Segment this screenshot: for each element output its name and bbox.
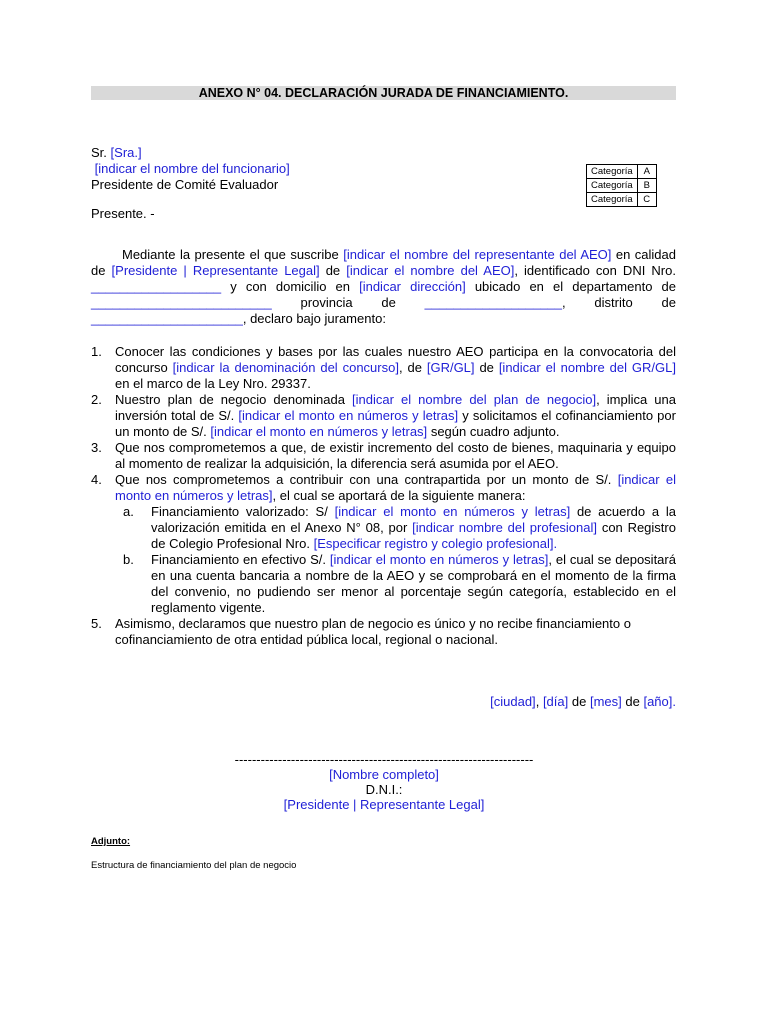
day-placeholder: [día] bbox=[542, 694, 569, 709]
intro-paragraph: Mediante la presente el que suscribe [indicar el nombre del representante del AEO] en calidad de [Presidente | Representante Legal] de [indicar el nombre del AEO], identificado con DNI Nro. __________________ y con domicilio en [indicar dirección] ubicado en el departamento de _________________________ provincia de ___________________, distrito de _____________________, declaro bajo juramento: bbox=[91, 247, 676, 326]
city-placeholder: [ciudad] bbox=[490, 694, 536, 709]
declaration-list bbox=[91, 344, 676, 648]
category-table bbox=[586, 164, 657, 207]
salutation-sr: Sr. bbox=[91, 145, 107, 160]
month-placeholder: [mes] bbox=[589, 694, 622, 709]
aeo-name-placeholder: [indicar el nombre del AEO] bbox=[346, 263, 515, 278]
addressee-block bbox=[91, 145, 290, 193]
list-subitem: a. Financiamiento valorizado: S/ [indicar el monto en números y letras] de acuerdo a la valorización emitida en el Anexo N° 08, por [indicar nombre del profesional] con Registro de Colegio Profesional Nro. [Especificar registro y colegio profesional]. bbox=[123, 504, 676, 551]
category-row bbox=[587, 193, 657, 207]
gr-gl-name-placeholder: [indicar el nombre del GR/GL] bbox=[498, 360, 676, 375]
year-placeholder: [año]. bbox=[643, 694, 676, 709]
amount-placeholder: [indicar el monto en números y letras] bbox=[334, 504, 571, 519]
business-plan-placeholder: [indicar el nombre del plan de negocio] bbox=[352, 392, 597, 407]
signer-role-placeholder: [Presidente | Representante Legal] bbox=[283, 797, 485, 812]
role-placeholder: [Presidente | Representante Legal] bbox=[111, 263, 320, 278]
amount-placeholder: [indicar el monto en números y letras] bbox=[329, 552, 549, 567]
department-blank: _________________________ bbox=[91, 295, 272, 310]
addressee-role: Presidente de Comité Evaluador bbox=[91, 177, 279, 192]
category-row bbox=[587, 165, 657, 179]
list-subitem: b. Financiamiento en efectivo S/. [indicar el monto en números y letras], el cual se depositará en una cuenta bancaria a nombre de la AEO y se comprobará en el momento de la firma del convenio, no pudiendo ser menor al porcentaje según categoría, establecido en el reglamento vigente. bbox=[123, 552, 676, 615]
category-value: C bbox=[637, 193, 656, 207]
list-item: 4. Que nos comprometemos a contribuir con una contrapartida por un monto de S/. [indicar el monto en números y letras], el cual se aportará de la siguiente manera: bbox=[91, 472, 676, 503]
registry-placeholder: [Especificar registro y colegio profesional]. bbox=[313, 536, 558, 551]
amount-placeholder: [indicar el monto en números y letras] bbox=[115, 472, 676, 503]
category-value: A bbox=[637, 165, 656, 179]
list-item: 2. Nuestro plan de negocio denominada [indicar el nombre del plan de negocio], implica una inversión total de S/. [indicar el monto en números y letras] y solicitamos el cofinanciamiento por un monto de S/. [indicar el monto en números y letras] según cuadro adjunto. bbox=[91, 392, 676, 439]
province-blank: ___________________ bbox=[424, 295, 563, 310]
full-name-placeholder: [Nombre completo] bbox=[329, 767, 439, 782]
representative-placeholder: [indicar el nombre del representante del AEO] bbox=[343, 247, 612, 262]
contest-placeholder: [indicar la denominación del concurso] bbox=[172, 360, 399, 375]
dni-blank: __________________ bbox=[91, 279, 222, 294]
dni-label: D.N.I.: bbox=[365, 782, 403, 797]
district-blank: _____________________ bbox=[91, 311, 243, 326]
attachment-text: Estructura de financiamiento del plan de negocio bbox=[91, 860, 297, 871]
signature-block bbox=[200, 752, 568, 812]
address-placeholder: [indicar dirección] bbox=[359, 279, 466, 294]
list-item: 5. Asimismo, declaramos que nuestro plan de negocio es único y no recibe financiamiento o cofinanciamiento de otra entidad pública local, regional o nacional. bbox=[91, 616, 631, 647]
salutation-line bbox=[91, 145, 290, 161]
official-name-placeholder: [indicar el nombre del funcionario] bbox=[94, 161, 290, 176]
presente-line: Presente. - bbox=[91, 206, 155, 221]
category-label: Categoría bbox=[587, 193, 638, 207]
attachment-title: Adjunto: bbox=[91, 836, 131, 847]
category-label: Categoría bbox=[587, 179, 638, 193]
category-row bbox=[587, 179, 657, 193]
category-label: Categoría bbox=[587, 165, 638, 179]
gr-gl-placeholder: [GR/GL] bbox=[426, 360, 475, 375]
salutation-sra-placeholder: [Sra.] bbox=[110, 145, 142, 160]
list-item: 1. Conocer las condiciones y bases por las cuales nuestro AEO participa en la convocatoria del concurso [indicar la denominación del concurso], de [GR/GL] de [indicar el nombre del GR/GL] en el marco de la Ley Nro. 29337. bbox=[91, 344, 676, 391]
list-item: 3. Que nos comprometemos a que, de existir incremento del costo de bienes, maquinaria y equipo al momento de realizar la adquisición, la diferencia será asumida por el AEO. bbox=[91, 440, 676, 471]
amount-placeholder: [indicar el monto en números y letras] bbox=[210, 424, 428, 439]
professional-placeholder: [indicar nombre del profesional] bbox=[412, 520, 598, 535]
signature-line: --------------------------------------------------------------------- bbox=[234, 752, 534, 767]
category-value: B bbox=[637, 179, 656, 193]
amount-placeholder: [indicar el monto en números y letras] bbox=[238, 408, 459, 423]
document-title: ANEXO N° 04. DECLARACIÓN JURADA DE FINANCIAMIENTO. bbox=[91, 86, 676, 100]
date-line: [ciudad], [día] de [mes] de [año]. bbox=[490, 694, 676, 709]
